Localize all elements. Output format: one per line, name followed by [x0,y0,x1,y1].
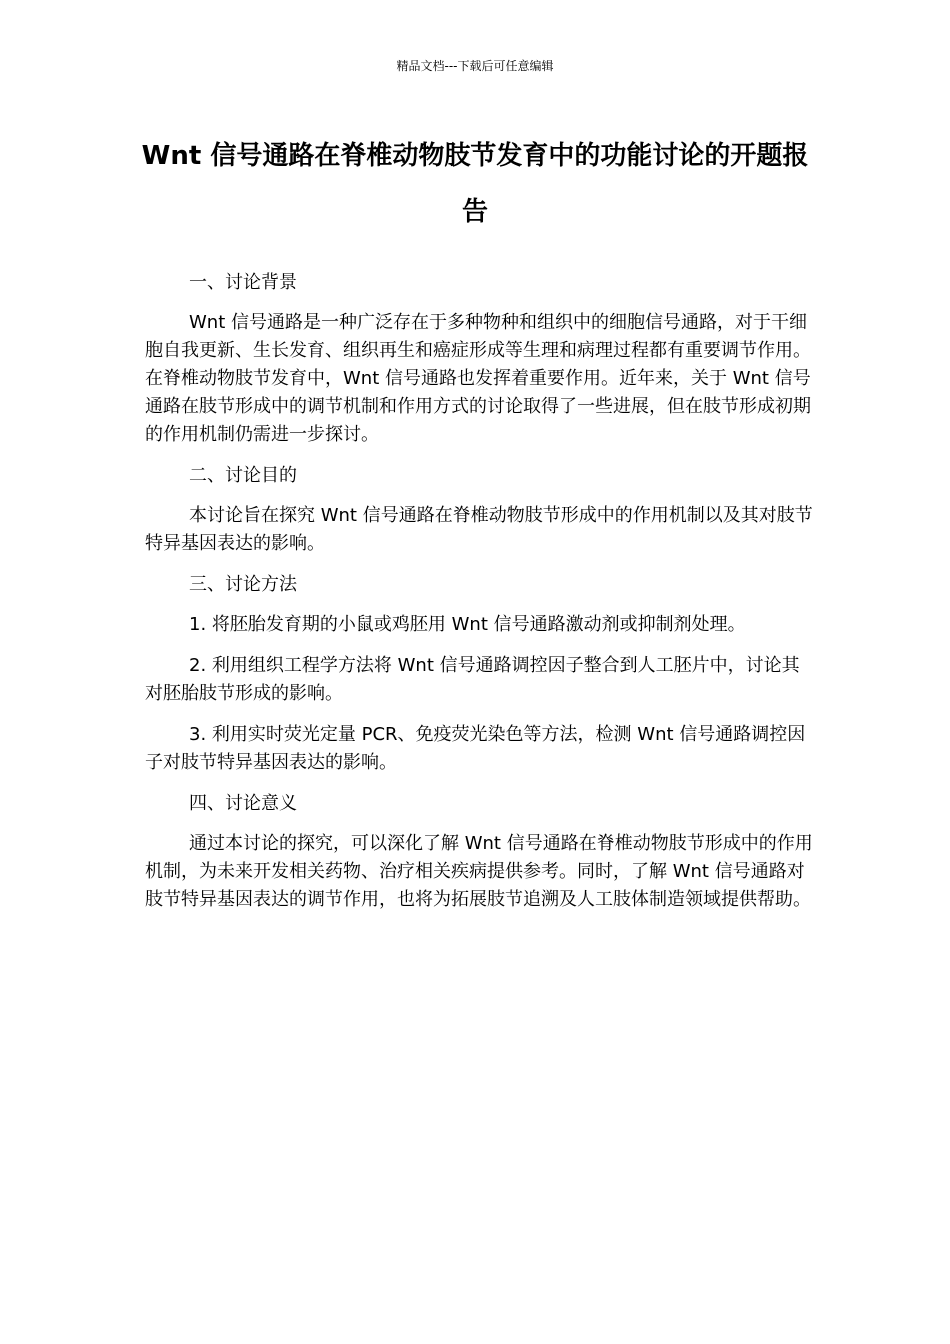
document-title: Wnt 信号通路在脊椎动物肢节发育中的功能讨论的开题报告 [141,141,809,227]
method-item-3: 3. 利用实时荧光定量 PCR、免疫荧光染色等方法，检测 Wnt 信号通路调控因子对肢节特异基因表达的影响。 [145,724,806,773]
method-item-1: 1. 将胚胎发育期的小鼠或鸡胚用 Wnt 信号通路激动剂或抑制剂处理。 [189,614,746,635]
section-heading-background: 一、讨论背景 [189,272,297,293]
section-heading-significance: 四、讨论意义 [189,793,297,814]
document-body [145,269,817,927]
paragraph-background: Wnt 信号通路是一种广泛存在于多种物种和组织中的细胞信号通路，对于干细胞自我更新、生长发育、组织再生和癌症形成等生理和病理过程都有重要调节作用。在脊椎动物肢节发育中，Wnt 信号通路也发挥着重要作用。近年来，关于 Wnt 信号通路在肢节形成中的调节机制和作用方式的讨论取得了一些进展，但在肢节形成初期的作用机制仍需进一步探讨。 [145,312,811,445]
paragraph-purpose: 本讨论旨在探究 Wnt 信号通路在脊椎动物肢节形成中的作用机制以及其对肢节特异基因表达的影响。 [145,505,813,554]
method-item-2: 2. 利用组织工程学方法将 Wnt 信号通路调控因子整合到人工胚片中，讨论其对胚胎肢节形成的影响。 [145,655,800,704]
section-heading-purpose: 二、讨论目的 [189,465,297,486]
section-heading-methods: 三、讨论方法 [189,574,297,595]
page-header: 精品文档---下载后可任意编辑 [396,59,554,73]
paragraph-significance: 通过本讨论的探究，可以深化了解 Wnt 信号通路在脊椎动物肢节形成中的作用机制，为未来开发相关药物、治疗相关疾病提供参考。同时，了解 Wnt 信号通路对肢节特异基因表达的调节作用，也将为拓展肢节追溯及人工肢体制造领域提供帮助。 [145,833,813,910]
